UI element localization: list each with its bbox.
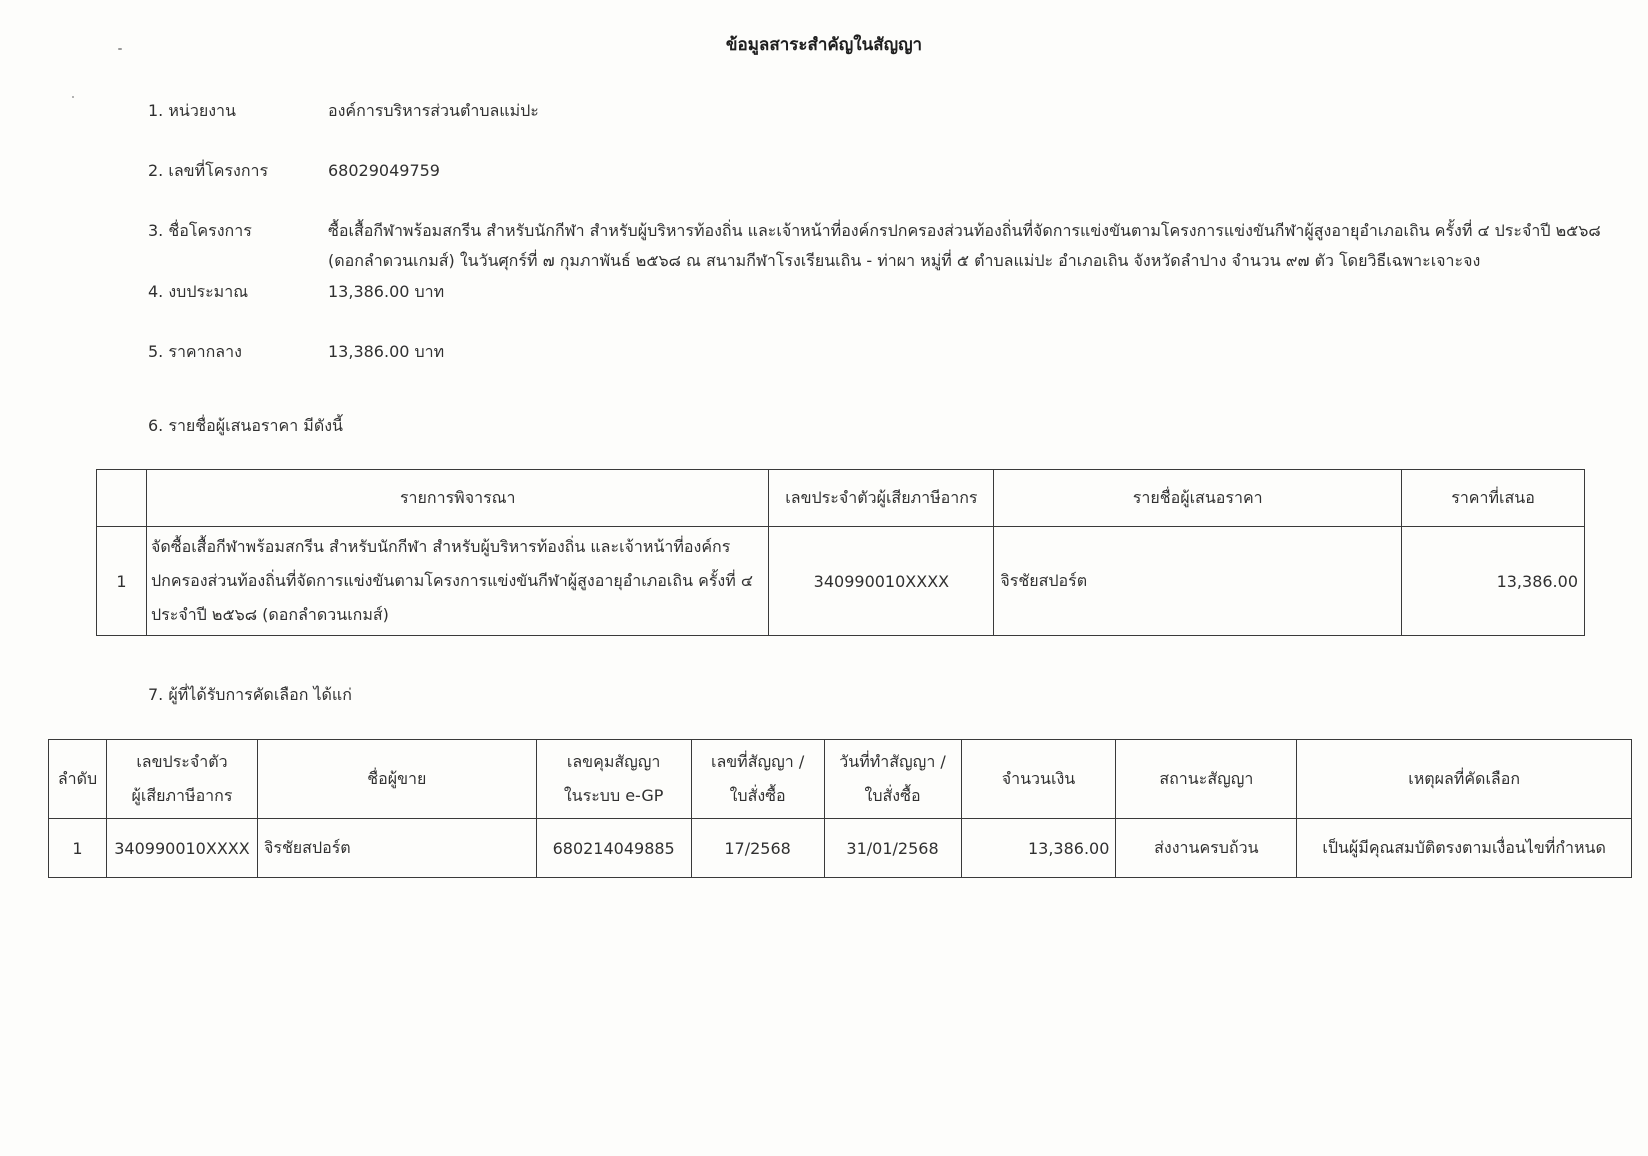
header-status: สถานะสัญญา — [1116, 740, 1297, 819]
row-contract-date: 31/01/2568 — [824, 819, 961, 878]
header-amount: จำนวนเงิน — [961, 740, 1116, 819]
row-bidder: จิรชัยสปอร์ต — [994, 527, 1402, 636]
bidders-table-header — [97, 470, 1585, 527]
scan-speck — [72, 96, 74, 98]
header-tax-id — [106, 740, 257, 819]
header-price: ราคาที่เสนอ — [1402, 470, 1585, 527]
header-item: รายการพิจารณา — [146, 470, 768, 527]
budget-value: 13,386.00 บาท — [328, 282, 445, 301]
project-name-value: ซื้อเสื้อกีฬาพร้อมสกรีน สำหรับนักกีฬา สำหรับผู้บริหารท้องถิ่น และเจ้าหน้าที่องค์กรปกครองส่วนท้องถิ่นที่จัดการแข่งขันตามโครงการแข่งขันกีฬาผู้สูงอายุอำเภอเถิน ครั้งที่ ๔ ประจำปี ๒๕๖๘ (ดอกลำดวนเกมส์) ในวันศุกร์ที่ ๗ กุมภาพันธ์ ๒๕๖๘ ณ สนามกีฬาโรงเรียนเถิน - ท่าผา หมู่ที่ ๕ ตำบลแม่ปะ อำเภอเถิน จังหวัดลำปาง จำนวน ๙๗ ตัว โดยวิธีเฉพาะเจาะจง — [328, 221, 1601, 270]
row-seller: จิรชัยสปอร์ต — [257, 819, 536, 878]
header-control-no — [536, 740, 691, 819]
header-no — [97, 470, 147, 527]
header-control-no-line2: ในระบบ e-GP — [563, 786, 664, 805]
row-tax-id: 340990010XXXX — [106, 819, 257, 878]
median-price-label: 5. ราคากลาง — [148, 342, 242, 361]
table-row — [97, 527, 1585, 636]
header-contract-date-line1: วันที่ทำสัญญา / — [839, 752, 946, 771]
agency-value: องค์การบริหารส่วนตำบลแม่ปะ — [328, 101, 539, 120]
row-status: ส่งงานครบถ้วน — [1116, 819, 1297, 878]
bidders-table — [96, 469, 1585, 636]
median-price-value: 13,386.00 บาท — [328, 342, 445, 361]
project-number-value: 68029049759 — [328, 161, 440, 180]
budget-label: 4. งบประมาณ — [148, 282, 249, 301]
header-bidder: รายชื่อผู้เสนอราคา — [994, 470, 1402, 527]
header-control-no-line1: เลขคุมสัญญา — [566, 752, 661, 771]
header-contract-no-line1: เลขที่สัญญา / — [710, 752, 805, 771]
header-contract-date-line2: ใบสั่งซื้อ — [864, 786, 921, 805]
table-row — [49, 819, 1632, 878]
bidders-section-label: 6. รายชื่อผู้เสนอราคา มีดังนี้ — [148, 416, 343, 435]
row-amount: 13,386.00 — [961, 819, 1116, 878]
row-price: 13,386.00 — [1402, 527, 1585, 636]
selected-table-header — [49, 740, 1632, 819]
row-contract-no: 17/2568 — [691, 819, 824, 878]
row-order: 1 — [49, 819, 107, 878]
header-contract-date — [824, 740, 961, 819]
selected-section-label: 7. ผู้ที่ได้รับการคัดเลือก ได้แก่ — [148, 685, 352, 704]
header-contract-no-line2: ใบสั่งซื้อ — [729, 786, 786, 805]
header-reason: เหตุผลที่คัดเลือก — [1297, 740, 1632, 819]
header-tax-id-line1: เลขประจำตัว — [136, 752, 228, 771]
agency-label: 1. หน่วยงาน — [148, 101, 236, 120]
row-item: จัดซื้อเสื้อกีฬาพร้อมสกรีน สำหรับนักกีฬา สำหรับผู้บริหารท้องถิ่น และเจ้าหน้าที่องค์กรปกครองส่วนท้องถิ่นที่จัดการแข่งขันตามโครงการแข่งขันกีฬาผู้สูงอายุอำเภอเถิน ครั้งที่ ๔ ประจำปี ๒๕๖๘ (ดอกลำดวนเกมส์) — [146, 527, 768, 636]
row-tax-id: 340990010XXXX — [769, 527, 994, 636]
header-contract-no — [691, 740, 824, 819]
document-title: ข้อมูลสาระสำคัญในสัญญา — [725, 35, 923, 55]
project-name-label: 3. ชื่อโครงการ — [148, 221, 252, 240]
project-number-label: 2. เลขที่โครงการ — [148, 161, 269, 180]
header-tax-id-line2: ผู้เสียภาษีอากร — [131, 786, 233, 805]
selected-table — [48, 739, 1632, 878]
row-reason: เป็นผู้มีคุณสมบัติตรงตามเงื่อนไขที่กำหนด — [1297, 819, 1632, 878]
header-order: ลำดับ — [49, 740, 107, 819]
row-no: 1 — [97, 527, 147, 636]
header-seller: ชื่อผู้ขาย — [257, 740, 536, 819]
row-control-no: 680214049885 — [536, 819, 691, 878]
header-tax-id: เลขประจำตัวผู้เสียภาษีอากร — [769, 470, 994, 527]
